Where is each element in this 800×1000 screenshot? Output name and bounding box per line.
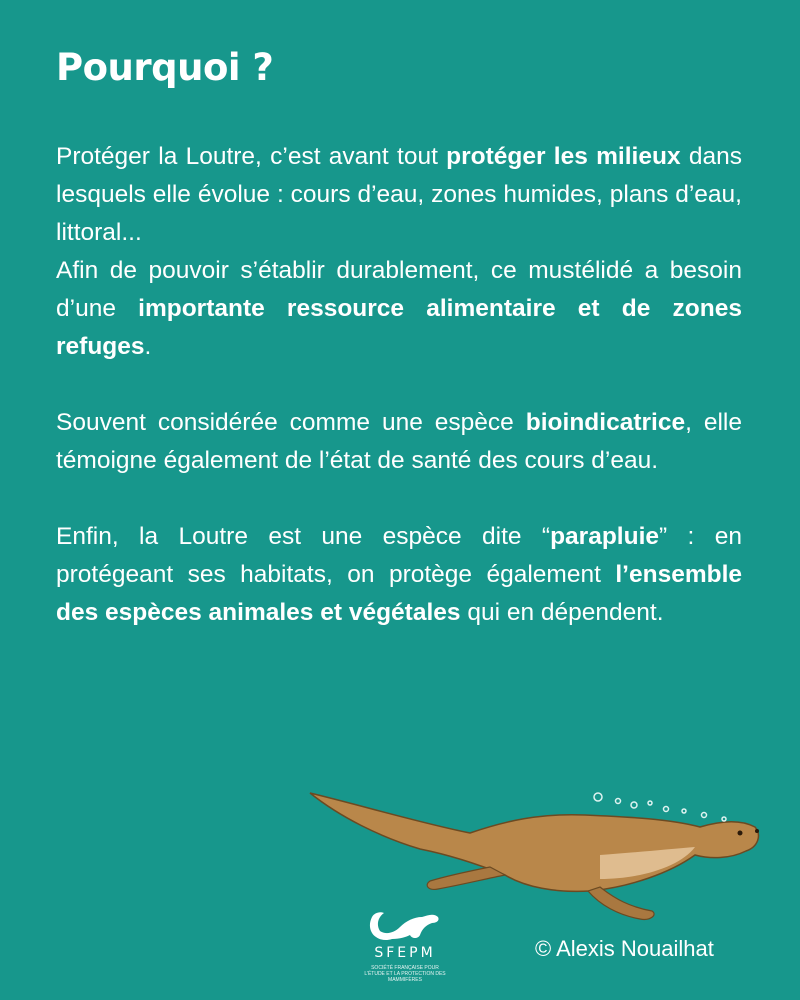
- emphasis-text: bioindicatrice: [525, 409, 686, 436]
- sfepm-logo: [362, 903, 448, 993]
- text-run: ” : en protégeant ses habitats, on protège également: [56, 523, 742, 588]
- otter-front-leg: [588, 887, 654, 919]
- text-run: , elle témoigne également de l’état de santé des cours d’eau.: [56, 409, 742, 474]
- otter-hind-leg: [427, 867, 505, 889]
- text-run: Souvent considérée comme une espèce: [56, 409, 526, 436]
- emphasis-text: importante ressource alimentaire et de zones refuges: [56, 295, 742, 360]
- ferret-logo-icon: [362, 903, 448, 945]
- text-run: Afin de pouvoir s’établir durablement, ce mustélidé a besoin d’une: [56, 257, 742, 322]
- page-title: Pourquoi ?: [56, 46, 274, 89]
- paragraph-umbrella: [56, 518, 742, 632]
- text-run: Protéger la Loutre, c’est avant tout: [56, 143, 447, 170]
- otter-body: [310, 793, 758, 891]
- emphasis-text: parapluie: [550, 523, 660, 550]
- emphasis-text: l’ensemble des espèces animales et végétales: [56, 561, 742, 626]
- paragraph-habitats: [56, 138, 742, 366]
- body-text: [56, 138, 742, 632]
- text-run: dans lesquels elle évolue : cours d’eau, zones humides, plans d’eau, littoral...: [56, 143, 742, 246]
- paragraph-bioindicator: [56, 404, 742, 480]
- text-run: qui en dépendent.: [460, 599, 664, 626]
- logo-tagline: SOCIÉTÉ FRANÇAISE POUR L’ÉTUDE ET LA PROTECTION DES MAMMIFÈRES: [364, 965, 446, 983]
- photo-credit: © Alexis Nouailhat: [535, 936, 714, 961]
- emphasis-text: protéger les milieux: [446, 143, 681, 170]
- text-run: Enfin, la Loutre est une espèce dite “: [56, 523, 551, 550]
- text-run: .: [144, 333, 152, 360]
- logo-name: SFEPM: [374, 945, 436, 961]
